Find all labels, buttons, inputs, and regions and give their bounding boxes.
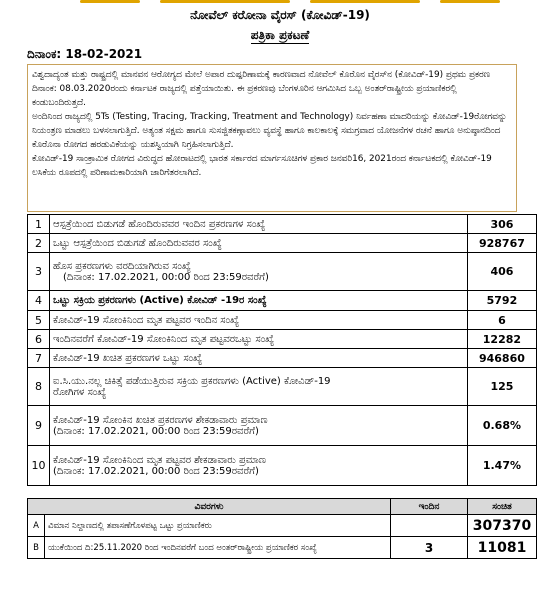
- row-cumulative: 11081: [468, 537, 537, 559]
- table-row: [28, 234, 537, 253]
- row-number: 8: [28, 368, 50, 406]
- row-description: ಒಟ್ಟು ಆಸ್ಪತ್ರೆಯಿಂದ ಬಿಡುಗಡೆ ಹೊಂದಿರುವವರ ಸಂಖ್ಯೆ: [50, 234, 468, 253]
- row-value: 12282: [467, 330, 536, 349]
- table-row: [28, 330, 537, 349]
- row-value: 125: [467, 368, 536, 406]
- table-row: [28, 311, 537, 330]
- table-row: [28, 406, 537, 446]
- row-number: 10: [28, 446, 50, 486]
- date-label: ದಿನಾಂಕ: 18-02-2021: [27, 47, 143, 61]
- table-row: [28, 515, 537, 537]
- row-letter: A: [28, 515, 45, 537]
- intro-box: [27, 64, 517, 212]
- row-value: 306: [467, 215, 536, 234]
- row-description: ಕೋವಿಡ್-19 ಖಚಿತ ಪ್ರಕರಣಗಳ ಒಟ್ಟು ಸಂಖ್ಯೆ: [50, 349, 468, 368]
- table-row: [28, 253, 537, 291]
- subtitle: ನೋವೆಲ್ ಕರೋನಾ ವೈರಸ್ (ಕೋವಿಡ್-19): [190, 8, 370, 22]
- row-value: 1.47%: [467, 446, 536, 486]
- travel-table: [27, 498, 537, 559]
- table-row: [28, 349, 537, 368]
- row-number: 4: [28, 291, 50, 311]
- row-description: ವಿಮಾನ ನಿಲ್ದಾಣದಲ್ಲಿ ತಪಾಸಣೆಗೊಳಪಟ್ಟ ಒಟ್ಟು ಪ್ರಯಾಣಿಕರು: [45, 515, 391, 537]
- stats-table: [27, 214, 537, 486]
- intro-paragraph-3: ಕೋವಿಡ್-19 ಸಾಂಕ್ರಾಮಿಕ ರೋಗದ ವಿರುದ್ಧದ ಹೋರಾಟದಲ್ಲಿ ಭಾರತ ಸರ್ಕಾರದ ಮಾರ್ಗಸೂಚಿಗಳ ಪ್ರಕಾರ ಜನವರಿ16, 2021ರಂದ ಕರ್ನಾಟಕದಲ್ಲಿ ಕೋವಿಡ್-19 ಲಸಿಕೆಯ ರೂಪದಲ್ಲಿ ಪರಿಣಾಮಕಾರಿಯಾಗಿ ಜಾರಿಗೆತರಲಾಗಿದೆ.: [32, 154, 492, 178]
- row-value: 6: [467, 311, 536, 330]
- row-number: 7: [28, 349, 50, 368]
- row-number: 3: [28, 253, 50, 291]
- row-description: ಆಸ್ಪತ್ರೆಯಿಂದ ಬಿಡುಗಡೆ ಹೊಂದಿರುವವರ ಇಂದಿನ ಪ್ರಕರಣಗಳ ಸಂಖ್ಯೆ: [50, 215, 468, 234]
- row-value: 928767: [467, 234, 536, 253]
- header-details: ವಿವರಗಳು: [28, 499, 391, 515]
- row-description: ಹೊಸ ಪ್ರಕರಣಗಳು ವರದಿಯಾಗಿರುವ ಸಂಖ್ಯೆ (ದಿನಾಂಕ: 17.02.2021, 00:00 ರಿಂದ 23:59ರವರೆಗೆ): [50, 253, 468, 291]
- table-row: [28, 215, 537, 234]
- table-header-row: [28, 499, 537, 515]
- table-row: [28, 291, 537, 311]
- row-description: ಐ.ಸಿ.ಯು.ನಲ್ಲ ಚಿಕಿತ್ಸೆ ಪಡೆಯುತ್ತಿರುವ ಸಕ್ರಿಯ ಪ್ರಕರಣಗಳು (Active) ಕೋವಿಡ್-19 ರೋಗಿಗಳ ಸಂಖ್ಯೆ: [50, 368, 468, 406]
- row-description: ಕೋವಿಡ್-19 ಸೋಂಕಿನಿಂದ ಮೃತ ಪಟ್ಟವರ ಇಂದಿನ ಸಂಖ್ಯೆ: [50, 311, 468, 330]
- row-description: ಕೋವಿಡ್-19 ಸೋಂಕಿನಿಂದ ಮೃತ ಪಟ್ಟವರ ಶೇಕಡಾವಾರು ಪ್ರಮಾಣ (ದಿನಾಂಕ: 17.02.2021, 00:00 ರಿಂದ 23:59ರವರೆಗೆ): [50, 446, 468, 486]
- row-value: 0.68%: [467, 406, 536, 446]
- row-description: ಇಂದಿನವರೆಗೆ ಕೋವಿಡ್-19 ಸೋಂಕಿನಿಂದ ಮೃತ ಪಟ್ಟವರಒಟ್ಟು ಸಂಖ್ಯೆ: [50, 330, 468, 349]
- intro-paragraph-2: ಅಂದಿನಿಂದ ರಾಜ್ಯದಲ್ಲಿ 5Ts (Testing, Tracing, Tracking, Treatment and Technology) ನಿರ್ವಹಣಾ ಮಾದರಿಯನ್ನು ಕೋವಿಡ್-19ರೋಗವನ್ನು ನಿಯಂತ್ರಣ ಮಾಡಲು ಬಳಸಲಾಗುತ್ತಿದೆ. ಅತ್ಯಂತ ಸಕ್ಷಮ ಹಾಗೂ ಸುಸಜ್ಜಿತಕಣ್ಗಾವಲು ವ್ಯವಸ್ಥೆ ಹಾಗೂ ಕಾಲಕಾಲಕ್ಕೆ ಸಮಗ್ರವಾದ ಯೋಜನೆಗಳ ರಚನೆ ಹಾಗೂ ಅನುಷ್ಠಾನದಿಂದ ಕೊರೊನಾ ರೋಗದ ಹರಡುವಿಕೆಯನ್ನು ಯಶಸ್ವಿಯಾಗಿ ನಿಗ್ರಹಿಸಲಾಗುತ್ತಿದೆ.: [32, 112, 507, 150]
- row-number: 1: [28, 215, 50, 234]
- table-row: [28, 368, 537, 406]
- release-title: ಪತ್ರಿಕಾ ಪ್ರಕಟಣೆ: [250, 28, 310, 42]
- row-number: 9: [28, 406, 50, 446]
- row-value: 406: [467, 253, 536, 291]
- intro-paragraph-1: ವಿಶ್ವದಾದ್ಯಂತ ಮತ್ತು ರಾಷ್ಟ್ರದಲ್ಲಿ ಮಾನವನ ಆರೋಗ್ಯದ ಮೇಲೆ ಅಪಾರ ದುಷ್ಪರಿಣಾಮಕ್ಕೆ ಕಾರಣವಾದ ನೋವೆಲ್ ಕೊರೊನ ವೈರಸ್‌ನ (ಕೋವಿಡ್-19) ಪ್ರಥಮ ಪ್ರಕರಣ ದಿನಾಂಕ: 08.03.2020ರಂದು ಕರ್ನಾಟಕ ರಾಜ್ಯದಲ್ಲಿ ಪತ್ತೆಯಾಯಿತು. ಈ ಪ್ರಕರಣವು ಬೆಂಗಳೂರಿನ ಆಗಮಿಸಿದ ಒಬ್ಬ ಅಂತರ್‌ರಾಷ್ಟ್ರೀಯ ಪ್ರಯಾಣಿಕರಲ್ಲಿ ಕಂಡುಬಂದಿರುತ್ತದೆ.: [32, 70, 491, 108]
- row-value: 5792: [467, 291, 536, 311]
- row-description: ಕೋವಿಡ್-19 ಸೋಂಕಿನ ಖಚಿತ ಪ್ರಕರಣಗಳ ಶೇಕಡಾವಾರು ಪ್ರಮಾಣ (ದಿನಾಂಕ: 17.02.2021, 00:00 ರಿಂದ 23:59ರವರೆಗೆ): [50, 406, 468, 446]
- row-number: 6: [28, 330, 50, 349]
- row-number: 2: [28, 234, 50, 253]
- row-today: [391, 515, 468, 537]
- table-row: [28, 446, 537, 486]
- row-description: ಯುಕೆಯಿಂದ ದಿ:25.11.2020 ರಿಂದ ಇಂದಿನವರೆಗೆ ಬಂದ ಅಂತರ್‌ರಾಷ್ಟ್ರೀಯ ಪ್ರಯಾಣಿಕರ ಸಂಖ್ಯೆ: [45, 537, 391, 559]
- row-cumulative: 307370: [468, 515, 537, 537]
- header-cumulative: ಸಂಚಿತ: [468, 499, 537, 515]
- row-value: 946860: [467, 349, 536, 368]
- table-row: [28, 537, 537, 559]
- header-today: ಇಂದಿನ: [391, 499, 468, 515]
- row-number: 5: [28, 311, 50, 330]
- row-today: 3: [391, 537, 468, 559]
- row-description: ಒಟ್ಟು ಸಕ್ರಿಯ ಪ್ರಕರಣಗಳು (Active) ಕೋವಿಡ್ -19ರ ಸಂಖ್ಯೆ: [50, 291, 468, 311]
- row-letter: B: [28, 537, 45, 559]
- header-decoration: [80, 0, 500, 4]
